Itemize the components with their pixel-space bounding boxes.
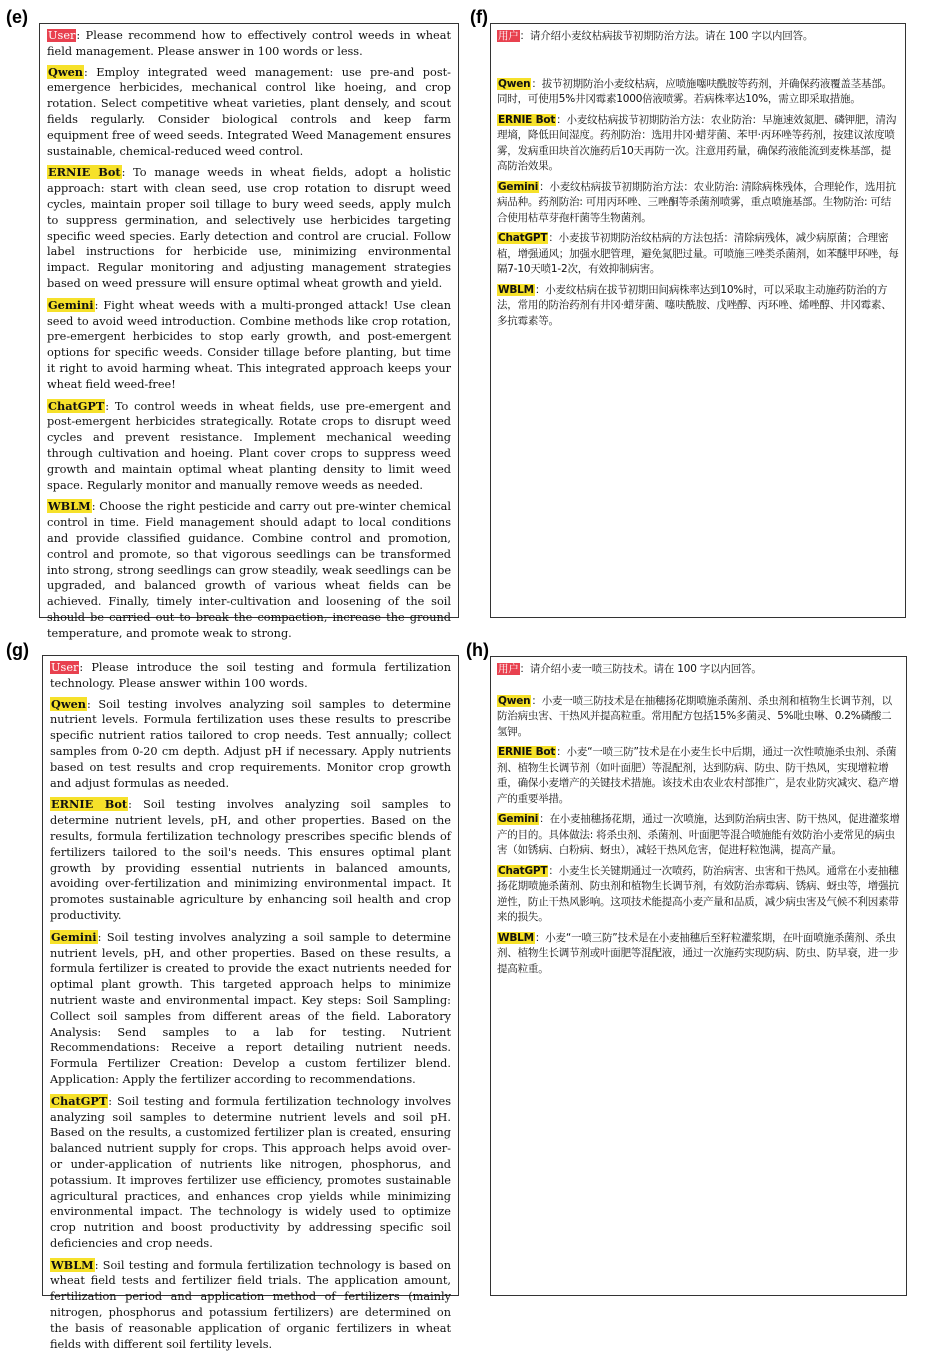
response-chatgpt (497, 864, 900, 926)
panel-label-h: (h) (466, 640, 489, 660)
response-wblm (497, 931, 900, 978)
response-ernie-bot (497, 113, 899, 175)
response-gemini (497, 180, 899, 227)
response-text: : Soil testing involves analyzing a soil sample to determine nutrient levels, pH, and other properties. Based on these results, a formula fertilizer is created to provide the exact nutrients needed for optimal plant growth. This targeted approach helps to minimize nutrient waste and environmental impact. Key steps: Soil Sampling: Collect soil samples from different areas of the field. Laboratory Analysis: Send samples to a lab for testing. Nutrient Recommendations: Receive a report detailing nutrient needs. Formula Fertilizer Creation: Develop a custom fertilizer blend. Application: Apply the fertilizer according to recommendations. (50, 930, 451, 1086)
model-tag-ernie-bot: ERNIE Bot (48, 165, 121, 180)
response-gemini (497, 812, 900, 859)
response-text: ：小麦生长关键期通过一次喷药，防治病害、虫害和干热风。通常在小麦抽穗扬花期喷施杀菌剂、防虫剂和植物生长调节剂，有效防治赤霉病、锈病、蚜虫等，增强抗逆性，防止干热风影响。这项技术能提高小麦产量和品质，减少病虫害及气候不利因素带来的损失。 (497, 864, 899, 923)
response-text: ：小麦拔节初期防治纹枯病的方法包括：清除病残体，减少病原菌；合理密植，增强通风；加强水肥管理，避免氮肥过量。可喷施三唑类杀菌剂，如苯醚甲环唑，每隔7-10天喷1-2次，有效抑制病害。 (497, 232, 899, 275)
model-tag-chatgpt: ChatGPT (498, 864, 548, 877)
user-tag: 用户 (498, 30, 519, 42)
user-prompt-text: ：请介绍小麦一喷三防技术。请在 100 字以内回答。 (519, 663, 762, 675)
user-tag: 用户 (498, 663, 519, 675)
response-text: ：在小麦抽穗扬花期，通过一次喷施，达到防治病虫害、防干热风，促进灌浆增产的目的。具体做法: 将杀虫剂、杀菌剂、叶面肥等混合喷施能有效防治小麦常见的病虫害（如锈病、白粉病、蚜虫），减轻干热风危害，促进籽粒饱满，提高产量。 (497, 813, 900, 856)
response-chatgpt (497, 231, 899, 278)
model-tag-chatgpt: ChatGPT (48, 398, 105, 413)
panel-label-e: (e) (6, 7, 28, 27)
user-prompt (47, 28, 451, 60)
user-prompt-text: : Please introduce the soil testing and formula fertilization technology. Please answer within 100 words. (50, 661, 451, 690)
response-ernie-bot (497, 745, 900, 807)
user-tag: User (48, 29, 76, 42)
user-prompt (497, 29, 899, 45)
model-tag-gemini: Gemini (498, 180, 539, 193)
model-tag-qwen: Qwen (51, 696, 86, 711)
model-tag-ernie-bot: ERNIE Bot (498, 113, 556, 126)
response-text: : Soil testing and formula fertilization technology involves analyzing soil samples to determine nutrient levels and soil pH. Based on the results, a customized fertilizer plan is created, ensuring balanced nutrient supply for crops. This approach helps avoid over- or under-application of nutrients like nitrogen, phosphorus, and potassium. It improves fertilizer use efficiency, promotes sustainable agricultural practices, and enhances crop yields while minimizing environmental impact. The technology is widely used to optimize crop nutrition and boost productivity by addressing specific soil deficiencies and crop needs. (50, 1094, 451, 1250)
response-text: ：小麦纹枯病在拔节初期田间病株率达到10%时，可以采取主动施药防治的方法，常用的防治药剂有井冈·蜡芽菌、噻呋酰胺、戊唑醇、丙环唑、烯唑醇、井冈霉素、多抗霉素等。 (497, 283, 892, 327)
model-tag-wblm: WBLM (48, 499, 91, 514)
model-tag-ernie-bot: ERNIE Bot (498, 746, 556, 758)
model-tag-gemini: Gemini (48, 297, 94, 312)
response-qwen (50, 697, 451, 792)
response-gemini (47, 298, 451, 393)
model-tag-ernie-bot: ERNIE Bot (51, 797, 128, 812)
response-text: : Choose the right pesticide and carry out pre-winter chemical control in time. Field management should adapt to local conditions and provide classified guidance. Combine control and promotion, control and promote, so that vigorous seedlings can be transformed into strong, strong seedlings can grow steadily, weak seedlings can be upgraded, and balanced growth of various wheat fields can be achieved. Finally, timely inter-cultivation and loosening of the soil should be carried out to break the compaction, increase the ground temperature, and promote weak to strong. (47, 500, 452, 640)
user-prompt-text: : Please recommend how to effectively control weeds in wheat field management. Please answer in 100 words or less. (47, 29, 451, 58)
model-tag-wblm: WBLM (498, 283, 534, 296)
response-wblm (497, 283, 899, 330)
response-text: : To manage weeds in wheat fields, adopt a holistic approach: start with clean seed, use crop rotation to disrupt weed cycles, maintain proper soil tillage to bury weed seeds, apply mulch to suppress germination, and selectively use herbicides targeting specific weed species. Early detection and control are crucial. Follow label instructions for herbicide use, minimizing environmental impact. Regular monitoring and adjusting management strategies based on weed pressure will ensure optimal wheat growth and yield. (47, 166, 451, 290)
panel-h (490, 656, 907, 1296)
response-qwen (497, 77, 899, 108)
panel-e (39, 23, 459, 640)
response-gemini (50, 930, 451, 1088)
model-tag-qwen: Qwen (498, 694, 531, 707)
response-ernie-bot (47, 165, 451, 291)
response-qwen (47, 65, 451, 160)
response-text: : Soil testing involves analyzing soil samples to determine nutrient levels. Formula fertilization uses these results to prescribe specific nutrient ratios tailored to crop needs. Test annually; collect samples from 0-20 cm depth. Adjust pH if necessary. Apply nutrients based on test results and crop requirements. Monitor crop growth and adjust formulas as needed. (50, 697, 451, 790)
panel-label-f: (f) (470, 7, 488, 27)
response-wblm (47, 499, 451, 641)
model-tag-qwen: Qwen (48, 64, 83, 79)
model-tag-wblm: WBLM (51, 1257, 94, 1272)
panel-label-g: (g) (6, 640, 29, 660)
user-prompt (497, 662, 900, 678)
panel-f (490, 23, 906, 618)
model-tag-chatgpt: ChatGPT (51, 1093, 108, 1108)
response-text: ：小麦“一喷三防”技术是在小麦抽穗后至籽粒灌浆期，在叶面喷施杀菌剂、杀虫剂、植物生长调节剂或叶面肥等混配液，通过一次施药实现防病、防虫、防早衰，进一步提高粒重。 (497, 931, 899, 975)
response-text: : Fight wheat weeds with a multi-pronged attack! Use clean seed to avoid weed introduction. Combine methods like crop rotation, pre-emergent herbicides to stop early growth, and post-emergent options for specific weeds. Consider tillage before planting, but time it right to avoid harming wheat. This integrated approach keeps your wheat field weed-free! (47, 298, 451, 391)
response-text: : To control weeds in wheat fields, use pre-emergent and post-emergent herbicides strategically. Rotate crops to disrupt weed cycles and prevent resistance. Implement mechanical weeding through cultivation and hoeing. Plant cover crops to suppress weed growth and maintain optimal wheat planting density to limit weed space. Regularly monitor and manually remove weeds as needed. (47, 399, 451, 492)
user-prompt-text: ：请介绍小麦纹枯病拔节初期防治方法。请在 100 字以内回答。 (519, 30, 814, 42)
response-text: : Soil testing and formula fertilization technology is based on wheat field tests and fertilizer field trials. The application amount, fertilization period and application method of fertilizers (mainly nitrogen, phosphorus and potassium fertilizers) are determined on the basis of reasonable application of organic fertilizers in wheat fields with different soil fertility levels. (50, 1258, 451, 1351)
response-qwen (497, 694, 900, 741)
response-text: ：小麦一喷三防技术是在抽穗扬花期喷施杀菌剂、杀虫剂和植物生长调节剂，以防治病虫害、干热风并提高粒重。常用配方包括15%多菌灵、5%吡虫啉、0.2%磷酸二氢钾。 (497, 694, 892, 738)
response-ernie-bot (50, 797, 451, 923)
response-text: ：小麦“一喷三防”技术是在小麦生长中后期，通过一次性喷施杀虫剂、杀菌剂、植物生长调节剂（如叶面肥）等混配剂，达到防病、防虫、防干热风，实现增粒增重，确保小麦增产的关键技术措施。该技术由农业农村部推广，是农业防灾减灾、稳产增产的重要举措。 (497, 746, 899, 805)
response-text: ：小麦纹枯病拔节初期防治方法：农业防治：早施速效氮肥、磷钾肥，清沟理墒，降低田间湿度。药剂防治：选用井冈·蜡芽菌、苯甲·丙环唑等药剂，按建议浓度喷雾，发病重田块首次施药后10天再防一次。注意用药量，确保药液能流到麦株基部，提高防治效果。 (497, 113, 897, 172)
model-tag-qwen: Qwen (498, 77, 531, 90)
panel-g (42, 655, 459, 1351)
response-text: ：小麦纹枯病拔节初期防治方法：农业防治: 清除病株残体，合理轮作，选用抗病品种。药剂防治: 可用丙环唑、三唑酮等杀菌剂喷雾，重点喷施基部。生物防治: 可结合使用枯草芽孢杆菌等生物菌剂。 (497, 180, 896, 224)
response-chatgpt (50, 1094, 451, 1252)
model-tag-wblm: WBLM (498, 931, 534, 944)
response-text: : Employ integrated weed management: use pre-and post-emergence herbicides, mechanical control like hoeing, and crop rotation. Select competitive wheat varieties, plant densely, and scout fields regularly. Consider biological controls and keep farm equipment free of weed seeds. Integrated Weed Management ensures sustainable, chemical-reduced weed control. (47, 65, 451, 158)
response-wblm (50, 1258, 451, 1352)
response-text: : Soil testing involves analyzing soil samples to determine nutrient levels, pH, and other properties. Based on the results, formula fertilization technology prescribes specific blends of fertilizers tailored to the soil's needs. This ensures optimal plant growth by providing essential nutrients in balanced amounts, avoiding over-fertilization and minimizing environmental impact. It promotes sustainable agriculture by enhancing soil health and crop productivity. (50, 798, 451, 922)
model-tag-chatgpt: ChatGPT (498, 232, 548, 244)
response-text: ：拔节初期防治小麦纹枯病，应喷施噻呋酰胺等药剂，并确保药液覆盖茎基部。同时，可使用5%井冈霉素1000倍液喷雾。若病株率达10%，需立即采取措施。 (497, 77, 892, 105)
model-tag-gemini: Gemini (498, 813, 539, 825)
response-chatgpt (47, 399, 451, 494)
user-prompt (50, 660, 451, 692)
model-tag-gemini: Gemini (51, 929, 97, 944)
user-tag: User (51, 661, 79, 674)
